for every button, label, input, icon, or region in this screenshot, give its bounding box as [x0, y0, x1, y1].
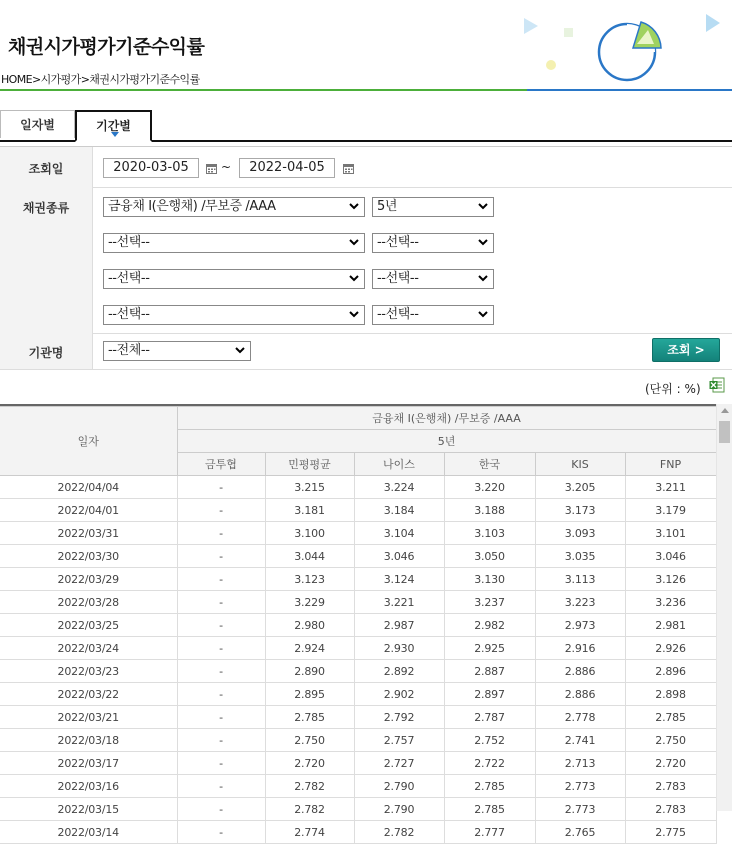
column-header: 민평평균 — [265, 453, 354, 476]
row-value-cell: 3.050 — [444, 545, 535, 568]
data-grid — [0, 404, 716, 839]
row-date-cell: 2022/03/23 — [0, 660, 177, 683]
chevron-down-icon — [235, 346, 245, 354]
calendar-icon[interactable] — [206, 163, 217, 174]
row-value-cell: 2.981 — [625, 614, 716, 637]
row-value-cell: 3.173 — [535, 499, 625, 522]
chevron-down-icon — [478, 202, 488, 210]
row-value-cell: 3.229 — [265, 591, 354, 614]
table-row — [0, 706, 716, 729]
row-value-cell: 3.211 — [625, 476, 716, 499]
bond-term-select-1[interactable]: 5년 — [372, 197, 494, 217]
row-value-cell: 3.130 — [444, 568, 535, 591]
row-value-cell: 2.982 — [444, 614, 535, 637]
search-button[interactable]: 조회 > — [652, 338, 720, 362]
row-value-cell: - — [177, 637, 265, 660]
bond-type-row — [0, 187, 732, 334]
table-row — [0, 752, 716, 775]
table-row — [0, 499, 716, 522]
table-row — [0, 637, 716, 660]
row-value-cell: 2.727 — [354, 752, 444, 775]
row-value-cell: 2.757 — [354, 729, 444, 752]
tab-by-period-label: 기간별 — [96, 119, 131, 133]
table-row — [0, 545, 716, 568]
row-value-cell: 3.237 — [444, 591, 535, 614]
start-date-input[interactable]: 2020-03-05 — [103, 158, 199, 178]
column-header: FNP — [625, 453, 716, 476]
row-value-cell: 2.896 — [625, 660, 716, 683]
unit-label: (단위 : %) — [645, 382, 701, 396]
row-value-cell: 3.046 — [354, 545, 444, 568]
end-date-input[interactable]: 2022-04-05 — [239, 158, 335, 178]
header-divider — [0, 89, 732, 91]
yield-table — [0, 406, 717, 844]
row-value-cell: 2.890 — [265, 660, 354, 683]
row-value-cell: 3.236 — [625, 591, 716, 614]
row-value-cell: 2.713 — [535, 752, 625, 775]
row-value-cell: - — [177, 706, 265, 729]
row-date-cell: 2022/04/01 — [0, 499, 177, 522]
row-value-cell: 2.785 — [444, 798, 535, 821]
row-value-cell: 2.782 — [354, 821, 444, 844]
table-row — [0, 522, 716, 545]
row-value-cell: - — [177, 568, 265, 591]
row-value-cell: 3.205 — [535, 476, 625, 499]
row-date-cell: 2022/03/21 — [0, 706, 177, 729]
page-header — [0, 0, 743, 92]
row-value-cell: 2.773 — [535, 798, 625, 821]
date-column-header: 일자 — [0, 407, 177, 476]
row-value-cell: 3.103 — [444, 522, 535, 545]
term-header: 5년 — [177, 430, 716, 453]
row-value-cell: 2.926 — [625, 637, 716, 660]
row-value-cell: 3.113 — [535, 568, 625, 591]
table-row — [0, 821, 716, 844]
row-value-cell: 2.750 — [265, 729, 354, 752]
bond-type-select-3[interactable]: --선택-- — [103, 269, 365, 289]
scroll-up-arrow-icon[interactable] — [721, 408, 729, 413]
tab-active-indicator-icon — [111, 132, 119, 137]
row-date-cell: 2022/03/29 — [0, 568, 177, 591]
row-date-cell: 2022/03/16 — [0, 775, 177, 798]
chevron-down-icon — [349, 310, 359, 318]
row-value-cell: 2.980 — [265, 614, 354, 637]
row-value-cell: - — [177, 660, 265, 683]
row-value-cell: 3.126 — [625, 568, 716, 591]
scroll-thumb[interactable] — [719, 421, 730, 443]
row-value-cell: 2.775 — [625, 821, 716, 844]
table-row — [0, 614, 716, 637]
row-value-cell: 2.720 — [265, 752, 354, 775]
row-value-cell: - — [177, 614, 265, 637]
tab-bar — [0, 110, 732, 142]
row-value-cell: - — [177, 821, 265, 844]
chevron-down-icon — [478, 310, 488, 318]
row-value-cell: 2.752 — [444, 729, 535, 752]
row-date-cell: 2022/03/25 — [0, 614, 177, 637]
row-value-cell: 2.973 — [535, 614, 625, 637]
bond-term-select-4[interactable]: --선택-- — [372, 305, 494, 325]
row-value-cell: 3.044 — [265, 545, 354, 568]
row-value-cell: 2.886 — [535, 660, 625, 683]
row-value-cell: 2.930 — [354, 637, 444, 660]
row-value-cell: 2.785 — [444, 775, 535, 798]
column-header: 금투협 — [177, 453, 265, 476]
row-value-cell: - — [177, 545, 265, 568]
row-value-cell: 2.924 — [265, 637, 354, 660]
chevron-down-icon — [349, 274, 359, 282]
row-value-cell: 2.750 — [625, 729, 716, 752]
date-label: 조회일 — [0, 147, 93, 187]
row-value-cell: - — [177, 591, 265, 614]
row-value-cell: 2.787 — [444, 706, 535, 729]
row-value-cell: 2.916 — [535, 637, 625, 660]
row-value-cell: 3.179 — [625, 499, 716, 522]
row-value-cell: 2.765 — [535, 821, 625, 844]
chevron-down-icon — [478, 238, 488, 246]
row-value-cell: 3.224 — [354, 476, 444, 499]
row-date-cell: 2022/03/15 — [0, 798, 177, 821]
row-value-cell: 2.886 — [535, 683, 625, 706]
tab-by-day[interactable]: 일자별 — [0, 110, 75, 138]
row-date-cell: 2022/03/24 — [0, 637, 177, 660]
row-date-cell: 2022/03/14 — [0, 821, 177, 844]
chevron-down-icon — [349, 238, 359, 246]
breadcrumb: HOME>시가평가>채권시가평가기준수익률 — [1, 73, 200, 86]
row-value-cell: 3.046 — [625, 545, 716, 568]
page-title: 채권시가평가기준수익률 — [8, 36, 205, 58]
row-value-cell: 2.790 — [354, 798, 444, 821]
table-row — [0, 568, 716, 591]
table-row — [0, 683, 716, 706]
row-value-cell: 2.774 — [265, 821, 354, 844]
table-body — [0, 476, 716, 844]
row-value-cell: 3.093 — [535, 522, 625, 545]
row-value-cell: 2.783 — [625, 798, 716, 821]
table-row — [0, 775, 716, 798]
row-value-cell: 3.188 — [444, 499, 535, 522]
excel-icon[interactable] — [709, 377, 725, 393]
row-value-cell: 2.782 — [265, 775, 354, 798]
column-header: 나이스 — [354, 453, 444, 476]
row-value-cell: 2.785 — [625, 706, 716, 729]
row-value-cell: 2.785 — [265, 706, 354, 729]
row-value-cell: 3.035 — [535, 545, 625, 568]
row-value-cell: 2.898 — [625, 683, 716, 706]
bond-term-select-2[interactable]: --선택-- — [372, 233, 494, 253]
calendar-icon[interactable] — [343, 163, 354, 174]
row-value-cell: 3.101 — [625, 522, 716, 545]
bond-group-header: 금융채 I(은행채) /무보증 /AAA — [177, 407, 716, 430]
row-value-cell: 2.720 — [625, 752, 716, 775]
row-value-cell: 3.100 — [265, 522, 354, 545]
bond-term-select-3[interactable]: --선택-- — [372, 269, 494, 289]
table-row — [0, 591, 716, 614]
institution-label: 기관명 — [0, 333, 93, 369]
row-date-cell: 2022/03/30 — [0, 545, 177, 568]
search-form — [0, 146, 732, 360]
chevron-down-icon — [349, 202, 359, 210]
row-value-cell: 2.902 — [354, 683, 444, 706]
row-value-cell: 2.887 — [444, 660, 535, 683]
row-value-cell: 2.773 — [535, 775, 625, 798]
date-separator: ~ — [221, 160, 232, 174]
row-value-cell: - — [177, 775, 265, 798]
row-value-cell: 3.184 — [354, 499, 444, 522]
row-value-cell: 3.215 — [265, 476, 354, 499]
row-value-cell: - — [177, 798, 265, 821]
row-value-cell: 3.181 — [265, 499, 354, 522]
bond-type-select-1[interactable]: 금융채 I(은행채) /무보증 /AAA — [103, 197, 365, 217]
table-scrollbar[interactable] — [716, 404, 732, 811]
row-value-cell: - — [177, 476, 265, 499]
row-date-cell: 2022/03/31 — [0, 522, 177, 545]
row-value-cell: 2.892 — [354, 660, 444, 683]
row-value-cell: - — [177, 752, 265, 775]
row-value-cell: 2.782 — [265, 798, 354, 821]
table-row — [0, 729, 716, 752]
row-value-cell: 2.777 — [444, 821, 535, 844]
row-value-cell: 2.790 — [354, 775, 444, 798]
bond-type-select-4[interactable]: --선택-- — [103, 305, 365, 325]
row-date-cell: 2022/04/04 — [0, 476, 177, 499]
row-value-cell: 2.897 — [444, 683, 535, 706]
row-value-cell: - — [177, 729, 265, 752]
row-value-cell: - — [177, 499, 265, 522]
row-value-cell: 3.104 — [354, 522, 444, 545]
table-row — [0, 660, 716, 683]
row-value-cell: 2.783 — [625, 775, 716, 798]
tab-by-period[interactable] — [75, 110, 152, 142]
table-row — [0, 798, 716, 821]
row-date-cell: 2022/03/17 — [0, 752, 177, 775]
row-value-cell: - — [177, 522, 265, 545]
bond-type-select-2[interactable]: --선택-- — [103, 233, 365, 253]
row-value-cell: 2.987 — [354, 614, 444, 637]
row-value-cell: 3.223 — [535, 591, 625, 614]
row-value-cell: 2.741 — [535, 729, 625, 752]
row-value-cell: - — [177, 683, 265, 706]
row-date-cell: 2022/03/18 — [0, 729, 177, 752]
row-date-cell: 2022/03/22 — [0, 683, 177, 706]
chevron-down-icon — [478, 274, 488, 282]
date-row — [0, 147, 732, 188]
table-row — [0, 476, 716, 499]
row-value-cell: 3.220 — [444, 476, 535, 499]
row-value-cell: 3.123 — [265, 568, 354, 591]
column-header: KIS — [535, 453, 625, 476]
row-value-cell: 2.778 — [535, 706, 625, 729]
row-value-cell: 2.895 — [265, 683, 354, 706]
row-value-cell: 2.722 — [444, 752, 535, 775]
row-value-cell: 2.925 — [444, 637, 535, 660]
row-date-cell: 2022/03/28 — [0, 591, 177, 614]
row-value-cell: 3.124 — [354, 568, 444, 591]
bond-type-label: 채권종류 — [0, 187, 93, 333]
institution-row — [0, 333, 732, 370]
logo-graphic-icon — [520, 8, 732, 90]
institution-select[interactable]: --전체-- — [103, 341, 251, 361]
row-value-cell: 3.221 — [354, 591, 444, 614]
row-value-cell: 2.792 — [354, 706, 444, 729]
column-header: 한국 — [444, 453, 535, 476]
